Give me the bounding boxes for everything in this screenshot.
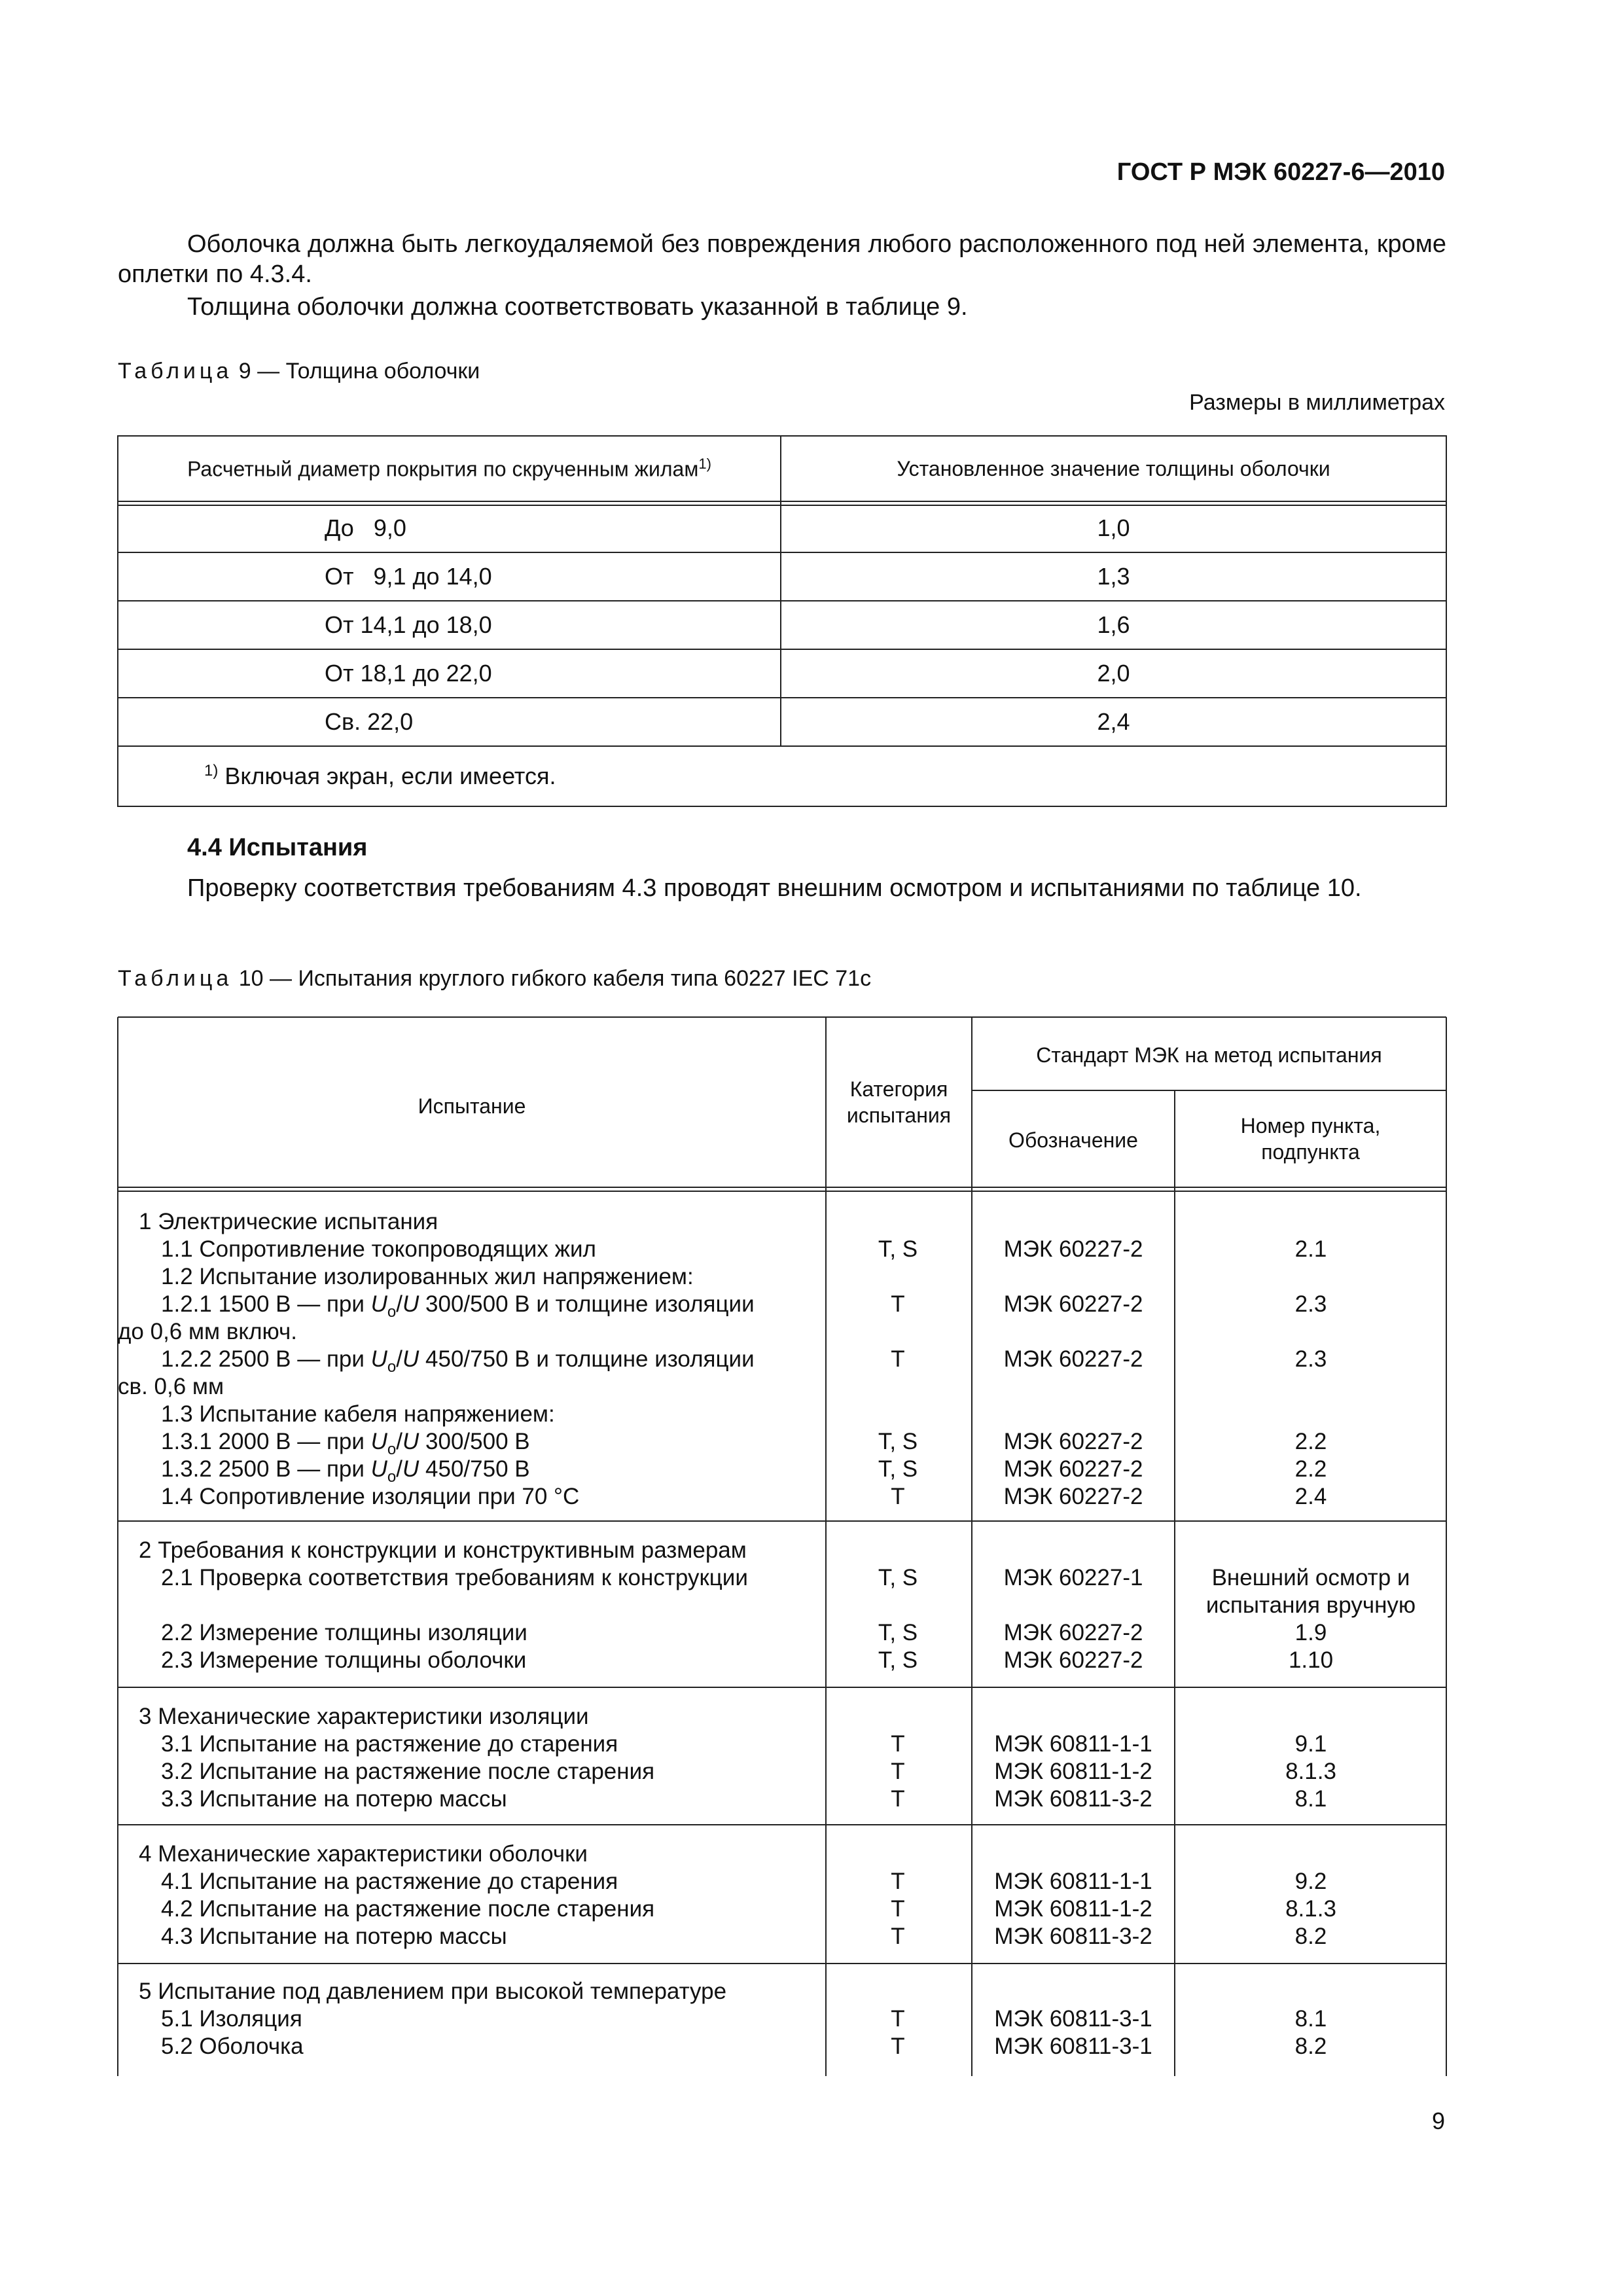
designation-cell: МЭК 60811-3-2 [994, 1924, 1152, 1949]
table9-footnote-mark: 1) [204, 762, 219, 780]
clause-cell: 9.1 [1294, 1731, 1327, 1757]
test-item-text: 450/750 В [419, 1456, 530, 1482]
table9-row-range: От 14,1 до 18,0 [325, 611, 492, 638]
designation-cell: МЭК 60811-1-1 [994, 1731, 1152, 1757]
table10-header-category-line1: Категория [849, 1077, 948, 1101]
test-item: 5.2 Оболочка [161, 2034, 304, 2059]
category-cell: T [891, 1346, 905, 1372]
table9-row-range: От 9,1 до 14,0 [325, 563, 492, 590]
table10-test-column [118, 1840, 812, 1950]
designation-cell: МЭК 60811-3-1 [994, 2006, 1152, 2032]
designation-cell: МЭК 60227-1 [1003, 1565, 1143, 1590]
document-header: ГОСТ Р МЭК 60227-6—2010 [1116, 158, 1445, 186]
voltage-subscript: o [387, 1468, 397, 1486]
table10-header-clause-line2: подпункта [1261, 1140, 1360, 1164]
test-item: 4.3 Испытание на потерю массы [161, 1924, 507, 1949]
voltage-symbol: U [402, 1456, 419, 1482]
test-item [118, 1346, 812, 1376]
table9-row-value: 2,0 [1097, 660, 1130, 687]
test-item: 2.3 Измерение толщины оболочки [161, 1647, 527, 1673]
slash: / [396, 1346, 403, 1372]
clause-cell: 8.1 [1294, 2006, 1327, 2032]
slash: / [396, 1429, 403, 1454]
designation-cell: МЭК 60227-2 [1003, 1429, 1143, 1454]
category-cell: T [891, 1759, 905, 1784]
designation-cell: МЭК 60227-2 [1003, 1620, 1143, 1645]
table9-row-value: 1,6 [1097, 611, 1130, 638]
voltage-symbol: U [402, 1429, 419, 1454]
test-item [118, 1428, 812, 1456]
category-cell: T [891, 1869, 905, 1894]
test-item: 4.1 Испытание на растяжение до старения [161, 1869, 618, 1894]
table10-caption-text: 10 — Испытания круглого гибкого кабеля типа 60227 IEC 71c [238, 966, 872, 991]
category-cell: T [891, 1896, 905, 1922]
designation-cell: МЭК 60811-1-2 [994, 1759, 1152, 1784]
voltage-symbol: U [402, 1291, 419, 1317]
table10-header-category [826, 1076, 972, 1128]
test-item-text: 300/500 В [419, 1429, 530, 1454]
clause-cell: 2.2 [1294, 1429, 1327, 1454]
table9-row-range: Св. 22,0 [325, 708, 414, 735]
table10-header-clause [1175, 1113, 1446, 1165]
table9-header-thickness: Установленное значение толщины оболочки [897, 457, 1330, 480]
designation-cell: МЭК 60227-2 [1003, 1291, 1143, 1317]
table9-row-value: 1,3 [1097, 563, 1130, 590]
category-cell: T, S [878, 1236, 918, 1262]
test-item: 3.3 Испытание на потерю массы [161, 1786, 507, 1812]
test-item-spacer [118, 1592, 812, 1619]
test-item-text: 1.3.2 2500 В — при [161, 1456, 371, 1482]
test-item: 1.4 Сопротивление изоляции при 70 °С [161, 1484, 580, 1509]
group-title: 5 Испытание под давлением при высокой температуре [139, 1979, 727, 2004]
clause-cell: 1.10 [1288, 1647, 1334, 1673]
test-item-text: 450/750 В и толщине изоляции [419, 1346, 755, 1372]
test-item-text: 1.3.1 2000 В — при [161, 1429, 371, 1454]
test-item: 3.1 Испытание на растяжение до старения [161, 1731, 618, 1757]
table10-test-column [118, 1537, 812, 1674]
category-cell: T, S [878, 1647, 918, 1673]
table10-header-standard: Стандарт МЭК на метод испытания [1036, 1043, 1382, 1067]
table9-caption [118, 359, 480, 384]
group-title: 3 Механические характеристики изоляции [139, 1704, 589, 1729]
category-cell: T [891, 2034, 905, 2059]
designation-cell: МЭК 60227-2 [1003, 1236, 1143, 1262]
test-item: 3.2 Испытание на растяжение после старения [161, 1759, 655, 1784]
section-title: 4.4 Испытания [187, 834, 368, 861]
clause-cell: 8.1 [1294, 1786, 1327, 1812]
designation-cell: МЭК 60227-2 [1003, 1484, 1143, 1509]
table10-test-column [118, 1208, 812, 1511]
table9-caption-text: 9 — Толщина оболочки [238, 359, 480, 384]
designation-cell: МЭК 60227-2 [1003, 1456, 1143, 1482]
test-item [118, 1456, 812, 1486]
table10-header-designation: Обозначение [1008, 1128, 1138, 1152]
page-number: 9 [1431, 2108, 1445, 2134]
category-cell: T [891, 1484, 905, 1509]
clause-cell: 8.2 [1294, 1924, 1327, 1949]
voltage-subscript: o [387, 1303, 397, 1321]
table10-test-column [118, 1978, 812, 2060]
test-item: 4.2 Испытание на растяжение после старения [161, 1896, 655, 1922]
designation-cell: МЭК 60811-3-1 [994, 2034, 1152, 2059]
clause-cell: 9.2 [1294, 1869, 1327, 1894]
designation-cell: МЭК 60811-1-2 [994, 1896, 1152, 1922]
table10-header-clause-line1: Номер пункта, [1240, 1114, 1381, 1138]
intro-paragraph-1: Оболочка должна быть легкоудаляемой без повреждения любого расположенного под ней элемента, кроме оплетки по 4.3.4. [118, 230, 1446, 288]
category-cell: T, S [878, 1620, 918, 1645]
category-cell: T, S [878, 1429, 918, 1454]
test-item-continued: св. 0,6 мм [118, 1374, 224, 1399]
category-cell: T [891, 2006, 905, 2032]
voltage-subscript: o [387, 1358, 397, 1376]
designation-cell: МЭК 60227-2 [1003, 1346, 1143, 1372]
clause-cell: 2.4 [1294, 1484, 1327, 1509]
category-cell: T, S [878, 1456, 918, 1482]
test-item-text: 1.2.1 1500 В — при [161, 1291, 371, 1317]
clause-cell: 8.1.3 [1285, 1759, 1336, 1784]
group-title: 4 Механические характеристики оболочки [139, 1841, 588, 1867]
table10-caption [118, 966, 871, 992]
voltage-symbol: U [370, 1291, 387, 1317]
clause-cell: 2.3 [1294, 1291, 1327, 1317]
test-item: 1.2 Испытание изолированных жил напряжением: [161, 1264, 694, 1289]
category-cell: T [891, 1786, 905, 1812]
designation-cell: МЭК 60227-2 [1003, 1647, 1143, 1673]
clause-cell: 2.3 [1294, 1346, 1327, 1372]
table9-footnote [204, 762, 556, 790]
test-item: 1.1 Сопротивление токопроводящих жил [161, 1236, 596, 1262]
test-item [118, 1291, 812, 1321]
table9-row-value: 2,4 [1097, 708, 1130, 735]
clause-cell: 8.1.3 [1285, 1896, 1336, 1922]
group-title: 2 Требования к конструкции и конструктивным размерам [139, 1537, 747, 1563]
designation-cell: МЭК 60811-1-1 [994, 1869, 1152, 1894]
category-cell: T [891, 1924, 905, 1949]
designation-cell: МЭК 60811-3-2 [994, 1786, 1152, 1812]
table10-test-column [118, 1703, 812, 1813]
clause-cell: 1.9 [1294, 1620, 1327, 1645]
test-item-text: 1.2.2 2500 В — при [161, 1346, 371, 1372]
test-item: 5.1 Изоляция [161, 2006, 302, 2032]
voltage-symbol: U [370, 1456, 387, 1482]
clause-cell: 8.2 [1294, 2034, 1327, 2059]
category-cell: T [891, 1291, 905, 1317]
test-item: 2.2 Измерение толщины изоляции [161, 1620, 527, 1645]
table9-units: Размеры в миллиметрах [1189, 390, 1445, 415]
slash: / [396, 1456, 403, 1482]
slash: / [396, 1291, 403, 1317]
intro-paragraph-2: Толщина оболочки должна соответствовать указанной в таблице 9. [187, 293, 968, 321]
test-item: 1.3 Испытание кабеля напряжением: [161, 1401, 555, 1427]
voltage-subscript: o [387, 1441, 397, 1458]
table9-caption-label: Таблица [118, 359, 233, 384]
table9-header-footnote-mark: 1) [698, 456, 711, 472]
table9-row-value: 1,0 [1097, 514, 1130, 541]
table9-footnote-text: Включая экран, если имеется. [218, 762, 556, 789]
section-paragraph: Проверку соответствия требованиям 4.3 проводят внешним осмотром и испытаниями по таблице 10. [187, 874, 1362, 902]
category-cell: T, S [878, 1565, 918, 1590]
table9-row-range: До 9,0 [325, 514, 406, 541]
table10-header-test: Испытание [418, 1094, 526, 1118]
clause-cell: испытания вручную [1205, 1592, 1416, 1618]
test-item-continued: до 0,6 мм включ. [118, 1319, 298, 1344]
test-item-text: 300/500 В и толщине изоляции [419, 1291, 755, 1317]
clause-cell: 2.2 [1294, 1456, 1327, 1482]
voltage-symbol: U [402, 1346, 419, 1372]
test-item: 2.1 Проверка соответствия требованиям к конструкции [161, 1565, 748, 1590]
category-cell: T [891, 1731, 905, 1757]
table10-header-category-line2: испытания [846, 1103, 952, 1127]
table9-header-diameter [118, 456, 781, 482]
voltage-symbol: U [370, 1346, 387, 1372]
group-title: 1 Электрические испытания [139, 1209, 438, 1234]
table9-header-diameter-text: Расчетный диаметр покрытия по скрученным жилам [187, 457, 699, 481]
table9-row-range: От 18,1 до 22,0 [325, 660, 492, 687]
clause-cell: 2.1 [1294, 1236, 1327, 1262]
clause-cell: Внешний осмотр и [1211, 1565, 1410, 1590]
table10-caption-label: Таблица [118, 966, 233, 991]
voltage-symbol: U [370, 1429, 387, 1454]
